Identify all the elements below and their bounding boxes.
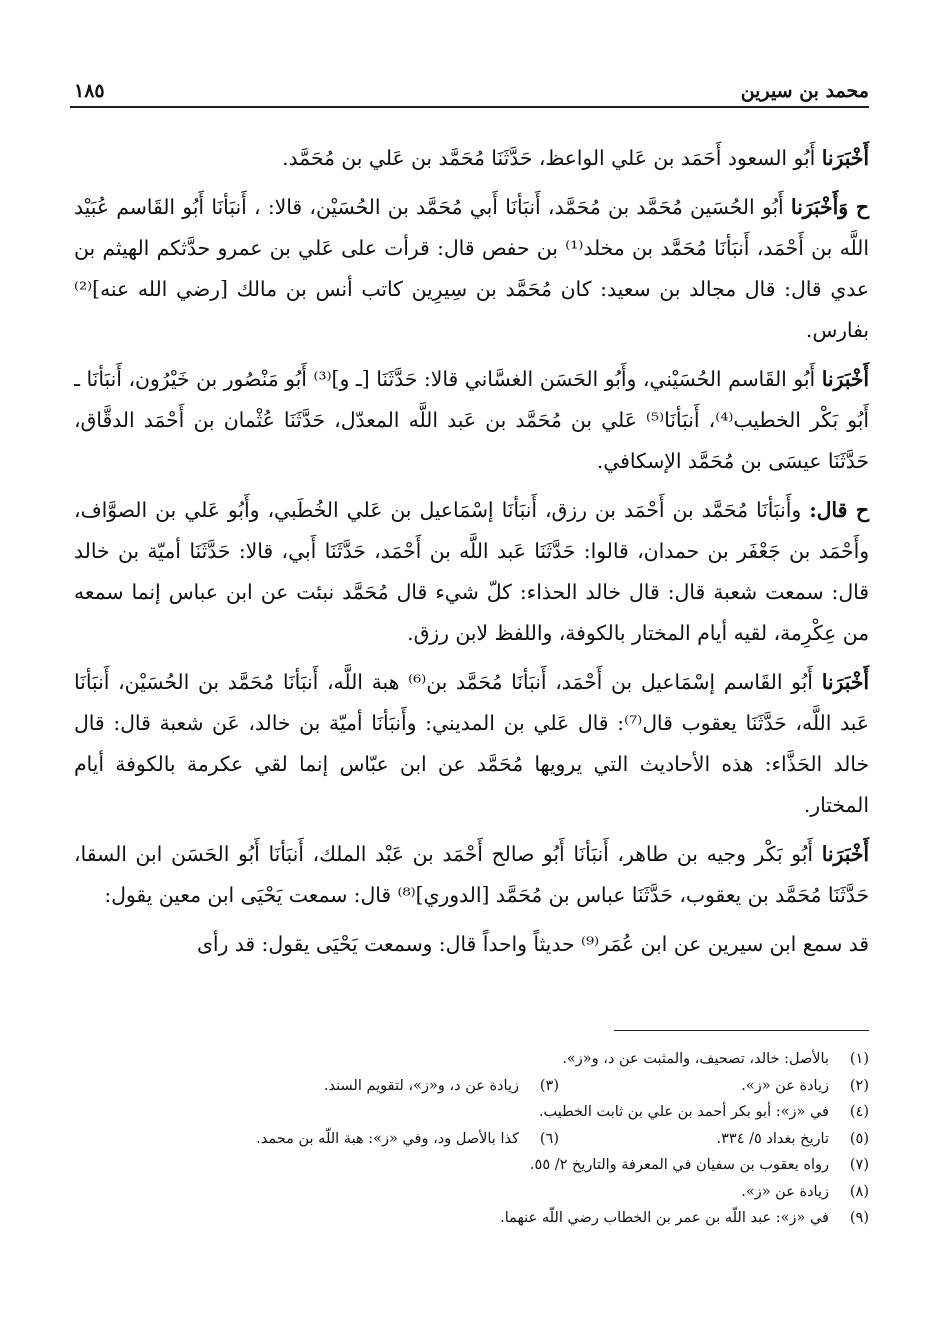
paragraph — [74, 490, 869, 654]
paragraph — [74, 359, 869, 482]
paragraph-text: أَبُو الحُسَين مُحَمَّد بن مُحَمَّد، أَنبَأنَا أَبي مُحَمَّد بن الحُسَيْن، قالا: ، أَنبَأنَا أَبُو القَاسم عُبَيْد اللَّه بن أَحْمَد، أَنبَأنَا مُحَمَّد بن مخلد⁽¹⁾ بن حفص قال: قرأت على عَلي بن عمرو حدَّثكم الهيثم بن عدي قال: قال مجالد بن سعيد: كان مُحَمَّد بن سِيرِين كاتب أنس بن مالك [رضي الله عنه]⁽²⁾ بفارس. — [74, 195, 869, 342]
footnote-text: تاريخ بغداد ٥/ ٣٣٤. — [716, 1130, 829, 1147]
footnote-text: بالأصل: خالد، تصحيف، والمثبت عن د، و«ز». — [562, 1051, 829, 1067]
footnote-number: (٢) — [849, 1077, 869, 1094]
footnote-number: (٤) — [849, 1104, 869, 1120]
footnote — [539, 1099, 869, 1126]
footnote — [562, 1046, 869, 1073]
footnote-row — [120, 1126, 869, 1153]
footnote — [741, 1179, 869, 1206]
footnote-separator — [614, 1030, 869, 1031]
footnote-row — [120, 1152, 869, 1179]
paragraph — [74, 924, 869, 965]
footnote-row — [120, 1046, 869, 1073]
footnote-text: زيادة عن «ز». — [741, 1077, 829, 1094]
footnote-number: (٦) — [539, 1130, 559, 1147]
paragraph — [74, 138, 869, 179]
footnote-text: زيادة عن «ز». — [741, 1183, 829, 1200]
header-rule — [70, 106, 869, 108]
running-title: محمد بن سيرين — [740, 80, 869, 102]
footnote — [559, 1126, 869, 1153]
keyword: ح قال: — [809, 498, 870, 522]
footnote-number: (٧) — [849, 1157, 869, 1173]
keyword: أَخْبَرَنا — [821, 367, 869, 391]
footnote-number: (٩) — [849, 1210, 869, 1226]
running-header — [74, 64, 869, 102]
main-text — [74, 138, 869, 973]
footnote-text: رواه يعقوب بن سفيان في المعرفة والتاريخ ٢/ ٥٥. — [529, 1157, 829, 1173]
paragraph-text: أَبُو القَاسم الحُسَيْني، وأَبُو الحَسَن الغسَّاني قالا: حَدَّثَنَا [ـ و]⁽³⁾ أَبُو مَنْصُور بن خَيْرُون، أَنبَأنَا ـ أَبُو بَكْر الخطيب⁽⁴⁾، أَنبَأنَا⁽⁵⁾ عَلي بن مُحَمَّد بن عَبد اللَّه المعدّل، حَدَّثَنَا عُثْمان بن أَحْمَد الدقَّاق، حَدَّثَنَا عيسَى بن مُحَمَّد الإسكافي. — [74, 367, 870, 473]
footnote-number: (٨) — [849, 1183, 869, 1200]
footnote-row — [120, 1073, 869, 1100]
footnote-row — [120, 1099, 869, 1126]
keyword: أَخْبَرَنا — [821, 146, 869, 170]
footnote-text: كذا بالأصل ود، وفي «ز»: هبة اللّه بن محمد. — [256, 1130, 519, 1147]
footnote — [256, 1126, 559, 1153]
keyword: ح وَأَخْبَرَنا — [790, 195, 869, 219]
paragraph — [74, 662, 869, 826]
footnote — [500, 1205, 869, 1232]
footnote-text: في «ز»: أبو بكر أحمد بن علي بن ثابت الخطيب. — [538, 1104, 829, 1120]
footnote-row — [120, 1205, 869, 1232]
paragraph — [74, 834, 869, 916]
paragraph — [74, 187, 869, 351]
footnotes — [120, 1046, 869, 1232]
paragraph-text: وأَنبَأنَا مُحَمَّد بن أَحْمَد بن رزق، أَنبَأنَا إسْمَاعيل بن عَلي الخُطَبي، وأَبُو عَلي بن الصوَّاف، وأَحْمَد بن جَعْفَر بن حمدان، قالوا: حَدَّثَنَا عَبد اللَّه بن أَحْمَد، حَدَّثَنَا أَبي، قالا: حَدَّثَنَا أميّة بن خالد قال: سمعت شعبة قال: قال خالد الحذاء: كلّ شيء قال مُحَمَّد نبئت عن ابن عباس إنما سمعه من عِكْرِمة، لقيه أيام المختار بالكوفة، واللفظ لابن رزق. — [74, 498, 869, 645]
footnote-number: (٥) — [849, 1130, 869, 1147]
footnote-number: (١) — [849, 1051, 869, 1067]
paragraph-text: أَبُو السعود أَحَمَد بن عَلي الواعظ، حَدَّثَنَا مُحَمَّد بن عَلي بن مُحَمَّد. — [282, 146, 822, 170]
keyword: أَخْبَرَنا — [821, 842, 869, 866]
footnote — [559, 1073, 869, 1100]
footnote-row — [120, 1179, 869, 1206]
keyword: أَخْبَرَنا — [821, 670, 869, 694]
paragraph-text: قد سمع ابن سيرين عن ابن عُمَر⁽⁹⁾ حديثاً واحداً قال: وسمعت يَحْيَى يقول: قد رأى — [197, 932, 869, 956]
page-number: ١٨٥ — [74, 80, 105, 102]
paragraph-text: أَبُو القَاسم إسْمَاعيل بن أَحْمَد، أَنبَأنَا مُحَمَّد بن⁽⁶⁾ هبة اللَّه، أَنبَأنَا مُحَمَّد بن الحُسَيْن، أَنبَأنَا عَبد اللَّه، حَدَّثَنَا يعقوب قال⁽⁷⁾: قال عَلي بن المديني: وأَنبَأنَا أميّة بن خالد، عَن شعبة قال: قال خالد الحَذَّاء: هذه الأحاديث التي يرويها مُحَمَّد عن ابن عبّاس إنما لقي عكرمة بالكوفة أيام المختار. — [74, 670, 869, 817]
footnote — [530, 1152, 869, 1179]
footnote-text: في «ز»: عبد اللّه بن عمر بن الخطاب رضي اللّه عنهما. — [500, 1210, 829, 1226]
footnote-text: زيادة عن د، و«ز»، لتقويم السند. — [323, 1077, 519, 1094]
footnote-number: (٣) — [539, 1077, 559, 1094]
footnote — [324, 1073, 559, 1100]
paragraph-text: أَبُو بَكْر وجيه بن طاهر، أَنبَأنَا أَبُو صالح أَحْمَد بن عَبْد الملك، أَنبَأنَا أَبُو الحَسَن ابن السقا، حَدَّثَنَا مُحَمَّد بن يعقوب، حَدَّثَنَا عباس بن مُحَمَّد [الدوري]⁽⁸⁾ قال: سمعت يَحْيَى ابن معين يقول: — [74, 842, 869, 907]
